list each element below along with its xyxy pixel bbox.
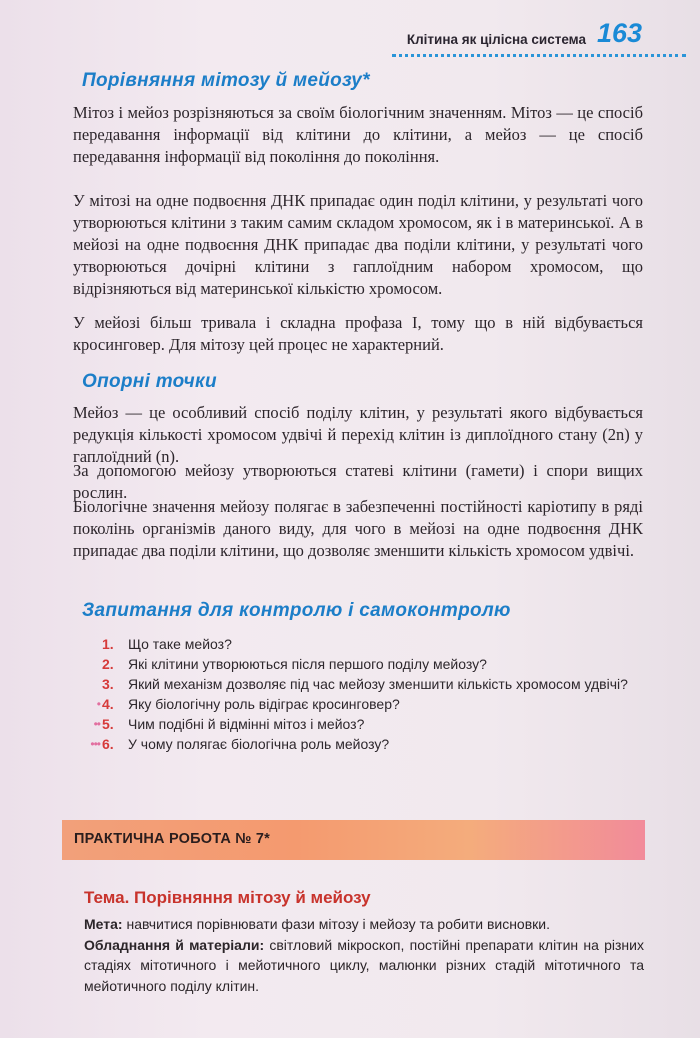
question-item — [80, 734, 650, 754]
question-item — [80, 694, 650, 714]
section-heading-questions: Запитання для контролю і самоконтролю — [82, 600, 511, 621]
question-number: 6. — [102, 736, 114, 752]
difficulty-dots: • — [96, 697, 100, 711]
practical-work-banner — [62, 820, 645, 860]
equipment-label: Обладнання й матеріали: — [84, 936, 265, 953]
practical-details — [84, 914, 644, 996]
equipment-text: світловий мікроскоп, постійні препарати клітин на різних стадіях мітотичного і мейотичного циклу, малюнки різних стадій мітотичного та мейотичного поділу клітин. — [84, 936, 644, 994]
practical-theme: Тема. Порівняння мітозу й мейозу — [84, 888, 371, 907]
goal-label: Мета: — [84, 916, 123, 932]
header-dotted-rule — [392, 54, 686, 57]
header-title: Клітина як цілісна система — [406, 32, 586, 47]
question-text: Що таке мейоз? — [128, 636, 232, 652]
question-item — [80, 654, 650, 674]
question-text: Яку біологічну роль відіграє кросинговер? — [128, 696, 400, 712]
question-number: 1. — [102, 636, 114, 652]
section-heading-comparison: Порівняння мітозу й мейозу* — [82, 70, 370, 91]
question-number: 2. — [102, 656, 114, 672]
paragraph: Мейоз — це особливий спосіб поділу клітин, у результаті якого відбувається редукція кількості хромосом удвічі й перехід клітин із диплоїдного стану (2n) у гаплоїдний (n). — [73, 403, 643, 466]
page-number: 163 — [596, 18, 642, 48]
question-number: 4. — [102, 696, 114, 712]
question-number: 3. — [102, 676, 114, 692]
practical-work-title: ПРАКТИЧНА РОБОТА № 7* — [74, 831, 270, 847]
paragraph: Мітоз і мейоз розрізняються за своїм біологічним значенням. Мітоз — це спосіб передавання інформації від клітини до клітини, а мейоз — це спосіб передавання інформації від покоління до покоління. — [73, 103, 643, 166]
running-header — [360, 18, 686, 54]
paragraph: У мітозі на одне подвоєння ДНК припадає один поділ клітини, у результаті чого утворюються клітини з таким самим складом хромосом, як і в материнської. А в мейозі на одне подвоєння ДНК припадає два поділи клітини, у результаті чого утворюються дочірні клітини з гаплоїдним набором хромосом, що відрізняються від материнської кількістю хромосом. — [73, 191, 643, 298]
paragraph: Біологічне значення мейозу полягає в забезпеченні постійності каріотипу в ряді поколінь організмів даного виду, для чого в мейозі на одне подвоєння ДНК припадає два поділи клітини, що дозволяє зменшити кількість хромосом удвічі. — [73, 497, 643, 560]
difficulty-dots: •• — [93, 717, 100, 731]
paragraph: У мейозі більш тривала і складна профаза I, тому що в ній відбувається кросинговер. Для мітозу цей процес не характерний. — [73, 313, 643, 354]
question-text: У чому полягає біологічна роль мейозу? — [128, 736, 390, 752]
question-item — [80, 634, 650, 654]
question-item — [80, 674, 650, 694]
difficulty-dots: ••• — [90, 737, 100, 751]
question-number: 5. — [102, 716, 114, 732]
question-text: Чим подібні й відмінні мітоз і мейоз? — [128, 716, 365, 732]
question-list — [80, 634, 650, 754]
section-heading-key-points: Опорні точки — [82, 371, 217, 392]
goal-text: навчитися порівнювати фази мітозу і мейозу та робити висновки. — [122, 916, 550, 932]
question-text: Які клітини утворюються після першого поділу мейозу? — [128, 656, 487, 672]
paragraph: За допомогою мейозу утворюються статеві клітини (гамети) і спори вищих рослин. — [73, 461, 643, 502]
question-text: Який механізм дозволяє під час мейозу зменшити кількість хромосом удвічі? — [128, 676, 628, 692]
question-item — [80, 714, 650, 734]
